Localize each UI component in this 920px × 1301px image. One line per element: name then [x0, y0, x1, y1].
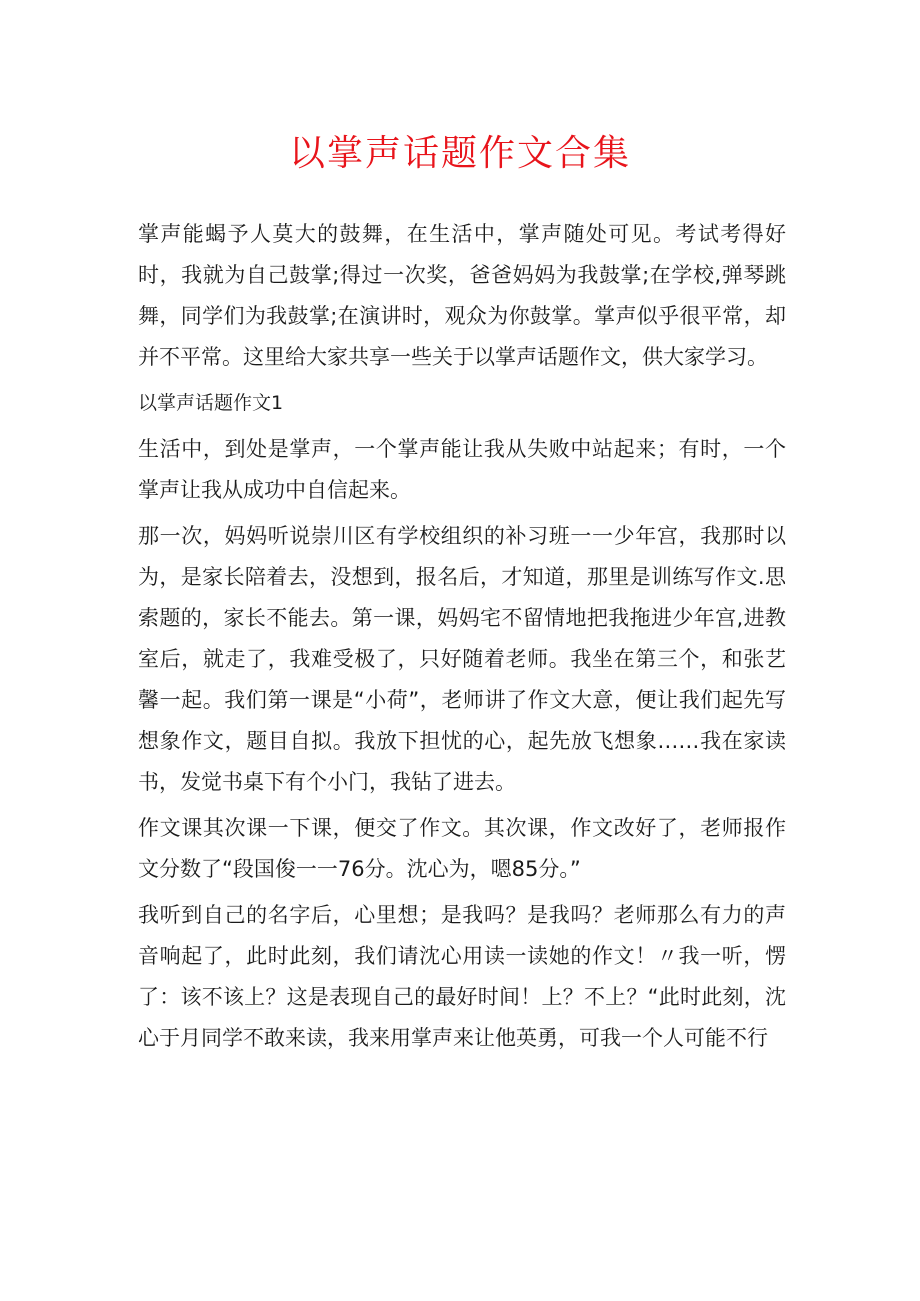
paragraph-intro: 掌声能蝎予人莫大的鼓舞，在生活中，掌声随处可见。考试考得好时，我就为自己鼓掌;得过一次奖，爸爸妈妈为我鼓掌;在学校,弹琴跳舞，同学们为我鼓掌;在演讲时，观众为你鼓掌。掌声似乎很平常，却并不平常。这里给大家共享一些关于以掌声话题作文，供大家学习。	[138, 222, 786, 369]
paragraph: 生活中，到处是掌声，一个掌声能让我从失败中站起来；有时，一个掌声让我从成功中自信起来。	[138, 437, 786, 502]
document-title: 以掌声话题作文合集	[288, 133, 631, 174]
section-heading: 以掌声话题作文1	[138, 392, 284, 414]
paragraph: 作文课其次课一下课，便交了作文。其次课，作文改好了，老师报作文分数了“段国俊一一76分。沈心为，嗯85分。”	[138, 816, 786, 881]
paragraph: 我听到自己的名字后，心里想；是我吗？是我吗？老师那么有力的声音响起了，此时此刻，我们请沈心用读一读她的作文！〃我一听，愣了：该不该上？这是表现自己的最好时间！上？不上？“此时此刻，沈心于月同学不敢来读，我来用掌声来让他英勇，可我一个人可能不行	[138, 903, 786, 1050]
paragraph: 那一次，妈妈听说崇川区有学校组织的补习班一一少年宫，我那时以为，是家长陪着去，没想到，报名后，才知道，那里是训练写作文.思索题的，家长不能去。第一课，妈妈宅不留情地把我拖进少年宫,进教室后，就走了，我难受极了，只好随着老师。我坐在第三个，和张艺馨一起。我们第一课是“小荷”，老师讲了作文大意，便让我们起先写想象作文，题目自拟。我放下担忧的心，起先放飞想象……我在家读书，发觉书桌下有个小门，我钻了进去。	[138, 524, 786, 794]
document-body	[138, 214, 786, 1064]
